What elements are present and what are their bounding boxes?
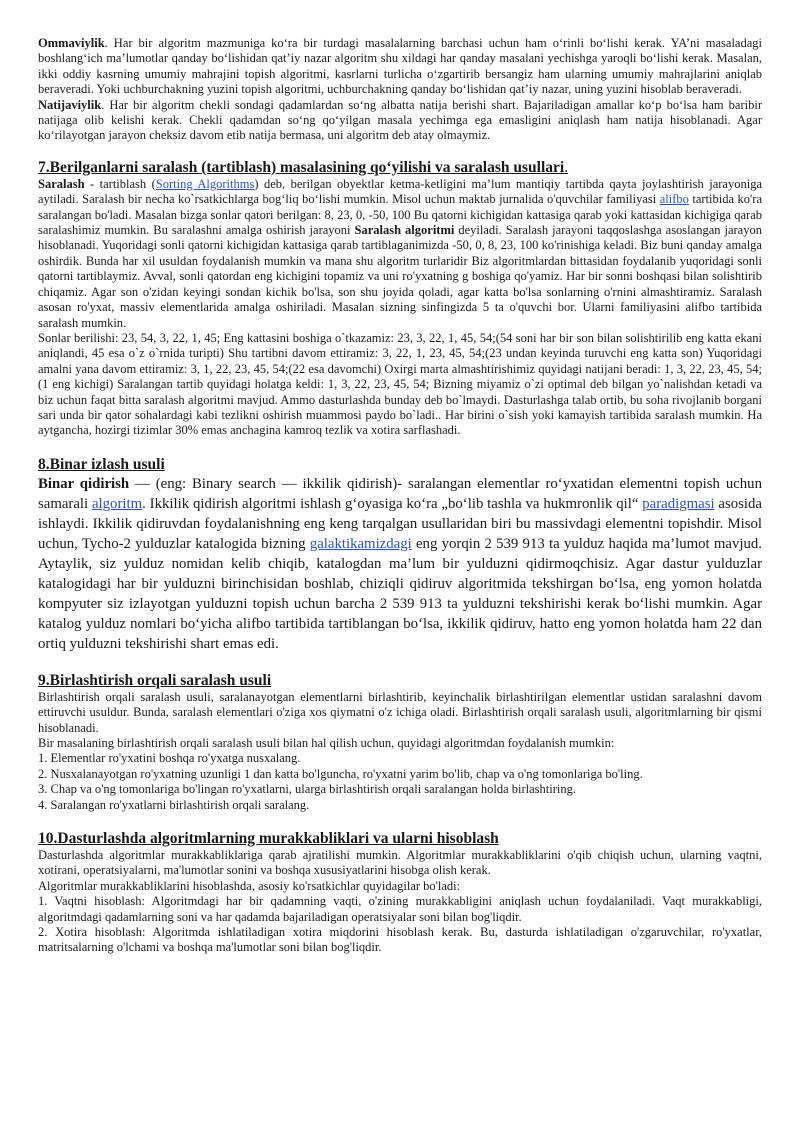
text-run: eng yorqin 2 539 913 ta yulduz haqida ma’lumot mavjud. Aytaylik, siz yulduz nomidan kelib chiqib, katalogdan ma’lum bir yulduzni qidirmoqchisiz. Agar dastur yulduzlar katalogidagi har bir yulduzni birinchisidan boshlab, chiziqli qidiruv algoritmida tekshirgan bo‘lsa, eng yomon holatda kompyuter siz izlayotgan yulduzni topish uchun barcha 2 539 913 ta yulduzni tekshirishi kerak bo‘lishi mumkin. Agar katalog yulduz nomlari bo‘yicha alifbo tartibida tartiblangan bo‘lsa, ikkilik qidiruv, hatto eng yomon holatda ham 22 dan ortiq yulduzni tekshirishi shart emas edi. [38,535,762,652]
section-7-heading: 7.Berilganlarni saralash (tartiblash) masalasining qo‘yilishi va saralash usullari [38,158,565,176]
text-run: deyiladi. Saralash jarayoni taqqoslashga asoslangan jarayon hisoblanadi. Yuqoridagi sonli qatorni kichigidan kattasiga qarab tartiblaganimizda -50, 0, 8, 23, 100 ko'rinishiga keladi. Biz buni qanday amalga oshirdik. Bunda har xil usuldan foydalanish mumkin va mana shu algoritm turlaridir Biz algoritmlardan bittasidan foydalanib yuqoridagi sonli qatorni tartiblaymiz. Avval, sonli qatordan eng kichigini topamiz va uni ro'yxatning g boshiga qo'yamiz. Har bir sonni boshqasi bilan solishtirib chiqamiz. Agar son o'zidan keyingi sondan kichik bo'lsa, son shu joyida qoladi, agar katta bo'lsa sonlarning o'rnini almashtiramiz. Saralash asosan ro'yxat, massiv elementlarida amalga oshiriladi. Masalan sizning sinfingizda 5 ta o'quvchi bor. Ularni familiyasini alifbo tartibida saralash mumkin. [38,223,762,330]
section-10-heading: 10.Dasturlashda algoritmlarning murakkabliklari va ularni hisoblash [38,830,499,847]
term-binar-qidirish: Binar qidirish [38,475,130,492]
section-9-paragraph-1: Birlashtirish orqali saralash usuli, saralanayotgan elementlarni birlashtirib, keyinchalik birlashtirilgan elementlar ustidan saralashni davom ettiruvchi usuldur. Bunda, saralash elementlari o'ziga xos qiymatni o'z ichiga oladi. Birlashtirish orqali saralash usuli, algoritmlarning bir qismi hisoblanadi. [38,689,762,735]
term-natijaviylik: Natijaviylik [38,97,102,112]
term-ommaviylik: Ommaviylik [38,36,105,50]
section-8-paragraph [38,474,762,654]
section-7-heading-line [38,158,762,177]
list-item: 2. Nusxalanayotgan ro'yxatning uzunligi 1 dan katta bo'lguncha, ro'yxatni yarim bo'lib, chap va o'ng tomonlariga bo'ling. [38,766,643,781]
text-run: - tartiblash ( [84,176,156,191]
paragraph-natijaviylik [38,98,762,144]
list-item: 4. Saralangan ro'yxatlarni birlashtirish orqali saralang. [38,797,310,812]
paragraph-text: . Har bir algoritm mazmuniga ko‘ra bir turdagi masalalarning barchasi uchun ham o‘rinli bo‘lishi kerak. YA’ni masaladagi boshlang‘ich ma’lumotlar qanday bo‘lishidan qat’iy nazar algoritm shu xildagi har qanday masalani yechishga yaroqli bo‘lishi kerak. Masalan, ikki oddiy kasrning umumiy mahrajini topish algoritmi, kasrlarni turlicha o‘zgartirib bersangiz ham ularning umumiy mahrajlarini aniqlab beraveradi. Yoki uchburchakning yuzini topish algoritmi, uchburchakning qanday bo‘lishidan qat’iy nazar, uning yuzini hisoblab beraveradi. [38,36,762,97]
section-9-heading: 9.Birlashtirish orqali saralash usuli [38,671,272,689]
list-item: 3. Chap va o'ng tomonlariga bo'lingan ro'yxatlarni, ularga birlashtirish orqali saralangan holda birlashtiring. [38,782,576,797]
text-run: tartibida ko'ra saralangan bo'ladi. Masalan bizga sonlar qatori berilgan: 8, 23, 0, -50, 100 Bu qatorni kichigidan kattasiga qarab yoki kattasidan kichigiga qarab saralashimiz mumkin. Bu saralashni amalga oshirish jarayoni [38,192,762,238]
section-7-paragraph-1 [38,177,762,331]
text-run: asosida ishlaydi. Ikkilik qidiruvdan foydalanishning eng keng tarqalgan usullaridan biri bu massivdagi elementni topishdir. Misol uchun, Tycho-2 yulduzlar katalogida bizning [38,495,762,552]
document-page [38,36,762,956]
section-7-paragraph-2: Sonlar berilishi: 23, 54, 3, 22, 1, 45; Eng kattasini boshiga o`tkazamiz: 23, 3, 22, 1, 45, 54;(54 soni har bir son bilan solishtirilib eng katta ekani aniqlandi, 45 esa o`z o`rnida turipti) Shu tartibni davom ettiramiz: 3, 22, 1, 23, 45, 54;(23 undan keyinda turuvchi eng katta son) Yuqoridagi amalni yana davom ettiramiz: 3, 1, 22, 23, 45, 54;(22 esa davomchi) Oxirgi marta almashtirishimiz quyidagi natijani beradi: 1, 3, 22, 23, 45, 54;(1 eng kichigi) Saralangan tartib quyidagi holatga keldi: 1, 3, 22, 23, 45, 54; Bizning miyamiz o`zi optimal deb bilgan yo`nalishdan ketadi va biz uchun faqat bitta saralash algoritmi mavjud. Ammo dasturlashda bunday deb bo`lmaydi. Dasturlashga talab ortib, bu soha rivojlanib borgani sari unda bir qator sohalardagi kabi tezlikni oshirish muammosi paydo bo`ladi.. Har birini o`sish yoki kamayish tartibida saralash mumkin. Ha aytgancha, hozirgi tizimlar 30% emas anchagina kamroq tezlik va xotira sarflashadi. [38,330,762,438]
term-saralash-algoritmi: Saralash algoritmi [354,223,455,238]
text-run: . Ikkilik qidirish algoritmi ishlash g‘oyasiga ko‘ra „bo‘lib tashla va hukmronlik qil“ [142,495,643,512]
paragraph-text: . Har bir algoritm chekli sondagi qadamlardan so‘ng albatta natija berishi shart. Bajariladigan amallar ko‘p bo‘lsa ham baribir natijaga olib kelishi kerak. Chekli qadamdan so‘ng qo‘yilgan masala yechimga ega emasligini aniqlash ham natija hisoblanadi. Agar ko‘rilayotgan jarayon cheksiz davom etib natija bermasa, uni algoritm deb atay olmaymiz. [38,97,762,143]
link-algoritm[interactable]: algoritm [91,495,143,512]
link-sorting-algorithms[interactable]: Sorting Algorithms [155,176,255,191]
link-paradigmasi[interactable]: paradigmasi [642,495,715,512]
list-item: 2. Xotira hisoblash: Algoritmda ishlatiladigan xotira miqdorini hisoblash kerak. Bu, dasturda ishlatiladigan o'zgaruvchilar, ro'yxatlar, matritsalarning o'lchami va boshqa ma'lumotlar soni bilan bog'liqdir. [38,925,762,955]
heading-period: . [564,158,569,176]
text-run: ) deb, berilgan obyektlar ketma-ketligini maʼlum mantiqiy tartibda qayta joylashtirish jarayoniga aytiladi. Saralash bir necha ko`rsatkichlarga bogʻliq boʻlishi mumkin. Misol uchun maktab jurnalida o'quvchilar familiyasi [38,176,762,207]
section-8-heading: 8.Binar izlash usuli [38,455,165,473]
section-9-paragraph-2: Bir masalaning birlashtirish orqali saralash usuli bilan hal qilish uchun, quyidagi algoritmdan foydalanish mumkin: [38,735,615,750]
term-saralash: Saralash [38,176,85,191]
section-10-paragraph-1: Dasturlashda algoritmlar murakkabliklariga qarab ajratilishi mumkin. Algoritmlar murakkabliklarini o'qib chiqish uchun, ularning vaqtni, xotirani, operatsiyalarni, ma'lumotlar sonini va boshqa xususiyatlarini hisobga olish kerak. [38,848,762,878]
link-galaktikamizdagi[interactable]: galaktikamizdagi [309,535,412,552]
link-alifbo[interactable]: alifbo [659,192,689,207]
text-run: — (eng: Binary search — ikkilik qidirish)- saralangan elementlar ro‘yxatidan elementni topish uchun samarali [38,475,762,512]
list-item: 1. Elementlar ro'yxatini boshqa ro'yxatga nusxalang. [38,751,301,766]
section-10-paragraph-2: Algoritmlar murakkabliklarini hisoblashda, asosiy ko'rsatkichlar quyidagilar bo'ladi: [38,878,461,893]
list-item: 1. Vaqtni hisoblash: Algoritmdagi har bir qadamning vaqti, o'zining murakkabligini aniqlash uchun foydalaniladi. Vaqt murakkabligi, algoritmdagi qadamlarning soni va har qadamda bajariladigan operatsiyalar soni bilan bog'liqdir. [38,894,762,924]
paragraph-ommaviylik [38,36,762,98]
